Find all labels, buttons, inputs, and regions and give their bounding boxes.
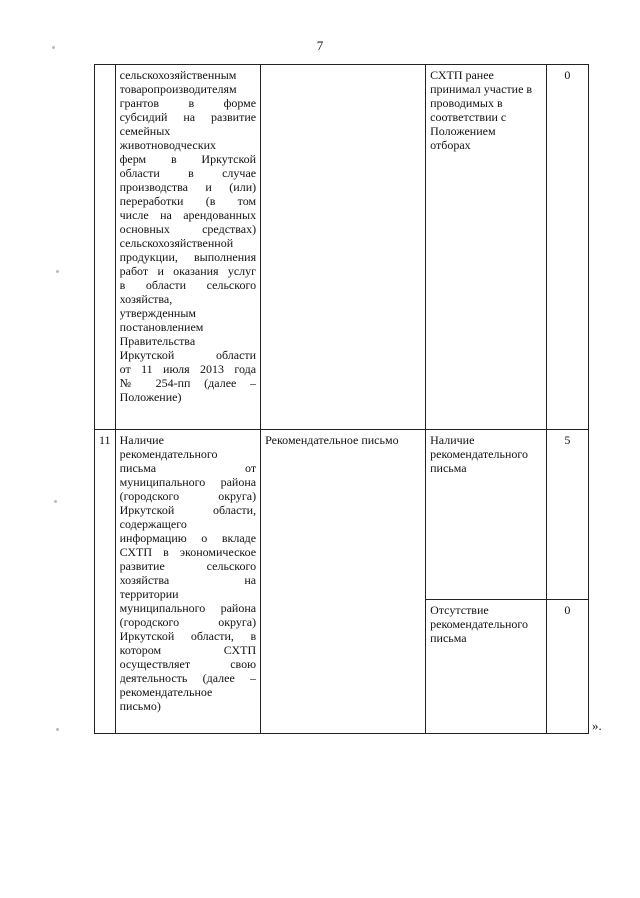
- value-line: Отсутствие: [430, 603, 489, 617]
- value-line: СХТП ранее: [430, 68, 494, 82]
- criterion-line: котором СХТП: [119, 643, 257, 657]
- criterion-line: содержащего: [119, 517, 187, 531]
- scan-mark: [56, 270, 59, 273]
- points-cell: 0: [546, 600, 588, 734]
- value-line: проводимых в: [430, 96, 503, 110]
- value-line: Положением: [430, 124, 496, 138]
- table-row: [95, 65, 589, 430]
- criterion-line: в области сельского: [119, 278, 257, 292]
- criterion-line: ферм в Иркутской: [119, 152, 257, 166]
- value-line: письма: [430, 631, 467, 645]
- criterion-line: СХТП в экономическое: [119, 545, 257, 559]
- value-cell: [426, 600, 547, 734]
- criterion-line: переработки (в том: [119, 194, 257, 208]
- criterion-line: Наличие: [119, 433, 164, 447]
- value-line: отборах: [430, 138, 471, 152]
- criterion-line: утвержденным: [119, 306, 197, 320]
- criterion-line: сельскохозяйственным: [119, 68, 237, 82]
- value-line: принимал участие в: [430, 82, 533, 96]
- closing-quote: ».: [592, 718, 602, 733]
- criterion-line: производства и (или): [119, 180, 257, 194]
- criterion-line: основных средствах): [119, 222, 257, 236]
- criterion-line: товаропроизводителям: [119, 82, 237, 96]
- criterion-line: работ и оказания услуг: [119, 264, 257, 278]
- criterion-line: рекомендательное: [119, 685, 213, 699]
- criterion-line: (городского округа): [119, 615, 257, 629]
- criterion-line: хозяйства,: [119, 292, 173, 306]
- criterion-line: области в случае: [119, 166, 257, 180]
- criterion-line: числе на арендованных: [119, 208, 257, 222]
- criterion-line: информацию о вкладе: [119, 531, 257, 545]
- criteria-table: [94, 64, 589, 734]
- criterion-line: рекомендательного: [119, 447, 218, 461]
- value-line: письма: [430, 461, 467, 475]
- criterion-line: субсидий на развитие: [119, 110, 257, 124]
- criterion-line: № 254-пп (далее –: [119, 376, 257, 390]
- value-cell: [426, 65, 547, 430]
- criterion-line: муниципального района: [119, 601, 257, 615]
- value-line: рекомендательного: [430, 447, 528, 461]
- criterion-line: территории: [119, 587, 179, 601]
- row-number-cell: [95, 65, 116, 430]
- points-cell: 0: [546, 65, 588, 430]
- criterion-line: хозяйства на: [119, 573, 257, 587]
- row-number-cell: 11: [95, 430, 116, 734]
- criterion-line: продукции, выполнения: [119, 250, 257, 264]
- points-cell: 5: [546, 430, 588, 600]
- criterion-line: семейных: [119, 124, 171, 138]
- criterion-line: Иркутской области: [119, 348, 257, 362]
- table-row: [95, 430, 589, 600]
- criterion-cell: [115, 430, 260, 734]
- criterion-line: письма от: [119, 461, 257, 475]
- criterion-line: животноводческих: [119, 138, 217, 152]
- page-number: 7: [316, 38, 324, 53]
- value-line: соответствии с: [430, 110, 507, 124]
- value-line: Наличие: [430, 433, 475, 447]
- document-cell: [261, 65, 426, 430]
- document-cell: Рекомендательное письмо: [261, 430, 426, 734]
- criterion-line: грантов в форме: [119, 96, 257, 110]
- criterion-line: Положение): [119, 390, 182, 404]
- value-line: рекомендательного: [430, 617, 528, 631]
- criterion-line: письмо): [119, 699, 161, 713]
- criterion-cell: [115, 65, 260, 430]
- criterion-line: (городского округа): [119, 489, 257, 503]
- criterion-line: осуществляет свою: [119, 657, 257, 671]
- criterion-line: развитие сельского: [119, 559, 257, 573]
- value-cell: [426, 430, 547, 600]
- criterion-line: постановлением: [119, 320, 204, 334]
- criterion-line: деятельность (далее –: [119, 671, 257, 685]
- criterion-line: Иркутской области,: [119, 503, 257, 517]
- scan-mark: [52, 46, 55, 49]
- criterion-line: Иркутской области, в: [119, 629, 257, 643]
- scan-mark: [54, 500, 57, 503]
- criterion-line: сельскохозяйственной: [119, 236, 234, 250]
- criterion-line: Правительства: [119, 334, 196, 348]
- criterion-line: от 11 июля 2013 года: [119, 362, 257, 376]
- criterion-line: муниципального района: [119, 475, 257, 489]
- scan-mark: [56, 728, 59, 731]
